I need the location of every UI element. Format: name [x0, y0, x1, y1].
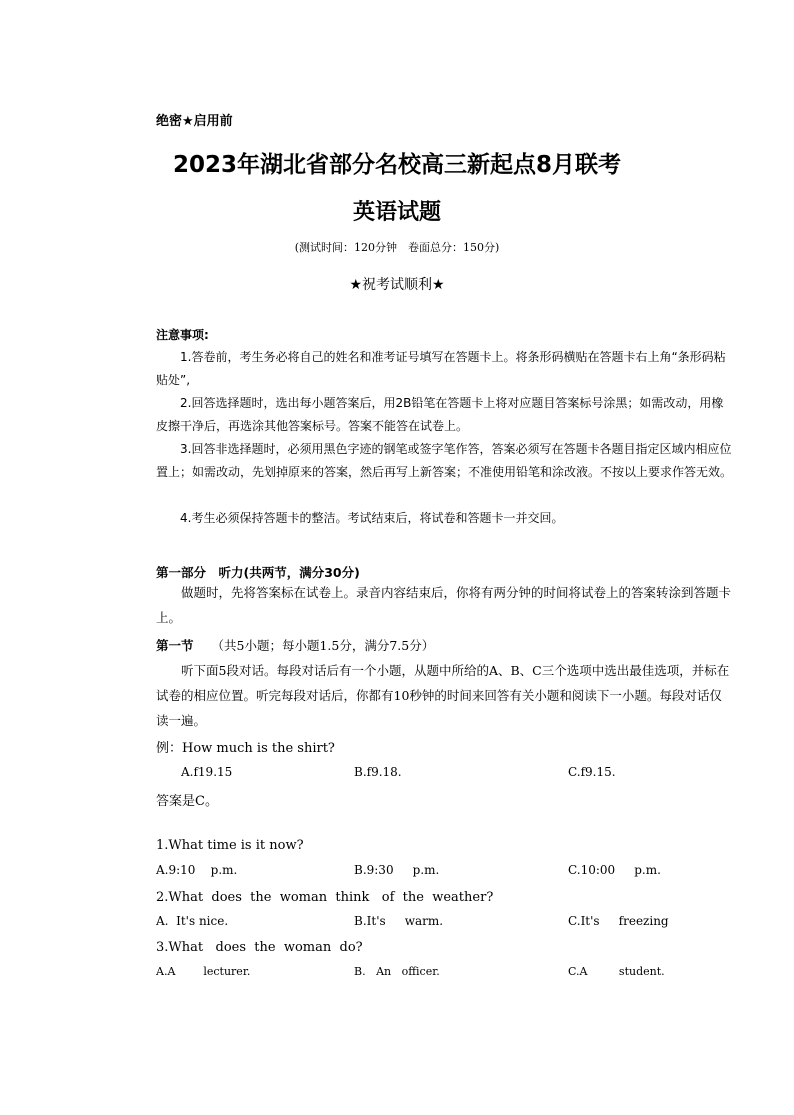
- example-option-c: C.f9.15.: [568, 765, 616, 779]
- question-1-option-b: B.9:30 p.m.: [354, 863, 440, 877]
- question-2: 2.What does the woman think of the weather?: [156, 890, 494, 905]
- example-option-a: A.f19.15: [181, 765, 233, 779]
- section1-title: 第一节: [156, 638, 194, 653]
- section1-score: （共5小题；每小题1.5分，满分7.5分）: [211, 638, 435, 653]
- question-2-option-c: C.It's freezing: [568, 914, 669, 928]
- question-2-option-b: B.It's warm.: [354, 914, 444, 928]
- part1-heading: 第一部分 听力(共两节，满分30分): [156, 565, 360, 580]
- question-1-option-a: A.9:10 p.m.: [156, 863, 238, 877]
- question-3-option-a: A.A lecturer.: [156, 965, 251, 978]
- section1-heading: [156, 636, 434, 654]
- question-3-option-b: B. An officer.: [354, 965, 440, 978]
- example-question: 例：How much is the shirt?: [156, 741, 335, 756]
- exam-title: 2023年湖北省部分名校高三新起点8月联考: [172, 152, 622, 178]
- question-2-option-a: A. It's nice.: [156, 914, 229, 928]
- exam-wish: ★祝考试顺利★: [349, 277, 445, 293]
- exam-info: (测试时间：120分钟 卷面总分：150分): [294, 241, 500, 254]
- exam-subject: 英语试题: [352, 200, 441, 225]
- question-1: 1.What time is it now?: [156, 838, 304, 853]
- question-3-option-c: C.A student.: [568, 965, 665, 978]
- notice-item-1: 1.答卷前，考生务必将自己的姓名和准考证号填写在答题卡上。将条形码横贴在答题卡右上角“条形码粘贴处”,: [156, 350, 726, 387]
- notice-item-3: 3.回答非选择题时，必须用黑色字迹的钢笔或签字笔作答，答案必须写在答题卡各题目指定区域内相应位置上；如需改动，先划掉原来的答案，然后再写上新答案；不准使用铅笔和涂改液。不按以上要求作答无效。: [156, 442, 733, 479]
- example-option-b: B.f9.18.: [354, 765, 402, 779]
- notice-heading: 注意事项:: [156, 328, 209, 342]
- part1-intro: 做题时，先将答案标在试卷上。录音内容结束后，你将有两分钟的时间将试卷上的答案转涂到答题卡上。: [156, 585, 732, 625]
- question-3: 3.What does the woman do?: [156, 940, 363, 955]
- secret-mark: 绝密★启用前: [156, 114, 233, 129]
- section1-intro: 听下面5段对话。每段对话后有一个小题，从题中所给的A、B、C三个选项中选出最佳选项，并标在试卷的相应位置。听完每段对话后，你都有10秒钟的时间来回答有关小题和阅读下一小题。每段对话仅读一遍。: [156, 663, 730, 728]
- example-answer: 答案是C。: [156, 794, 218, 809]
- notice-item-2: 2.回答选择题时，选出每小题答案后，用2B铅笔在答题卡上将对应题目答案标号涂黑；如需改动，用橡皮擦干净后，再选涂其他答案标号。答案不能答在试卷上。: [156, 396, 724, 433]
- question-1-option-c: C.10:00 p.m.: [568, 863, 661, 877]
- notice-item-4: 4.考生必须保持答题卡的整洁。考试结束后，将试卷和答题卡一并交回。: [180, 511, 564, 525]
